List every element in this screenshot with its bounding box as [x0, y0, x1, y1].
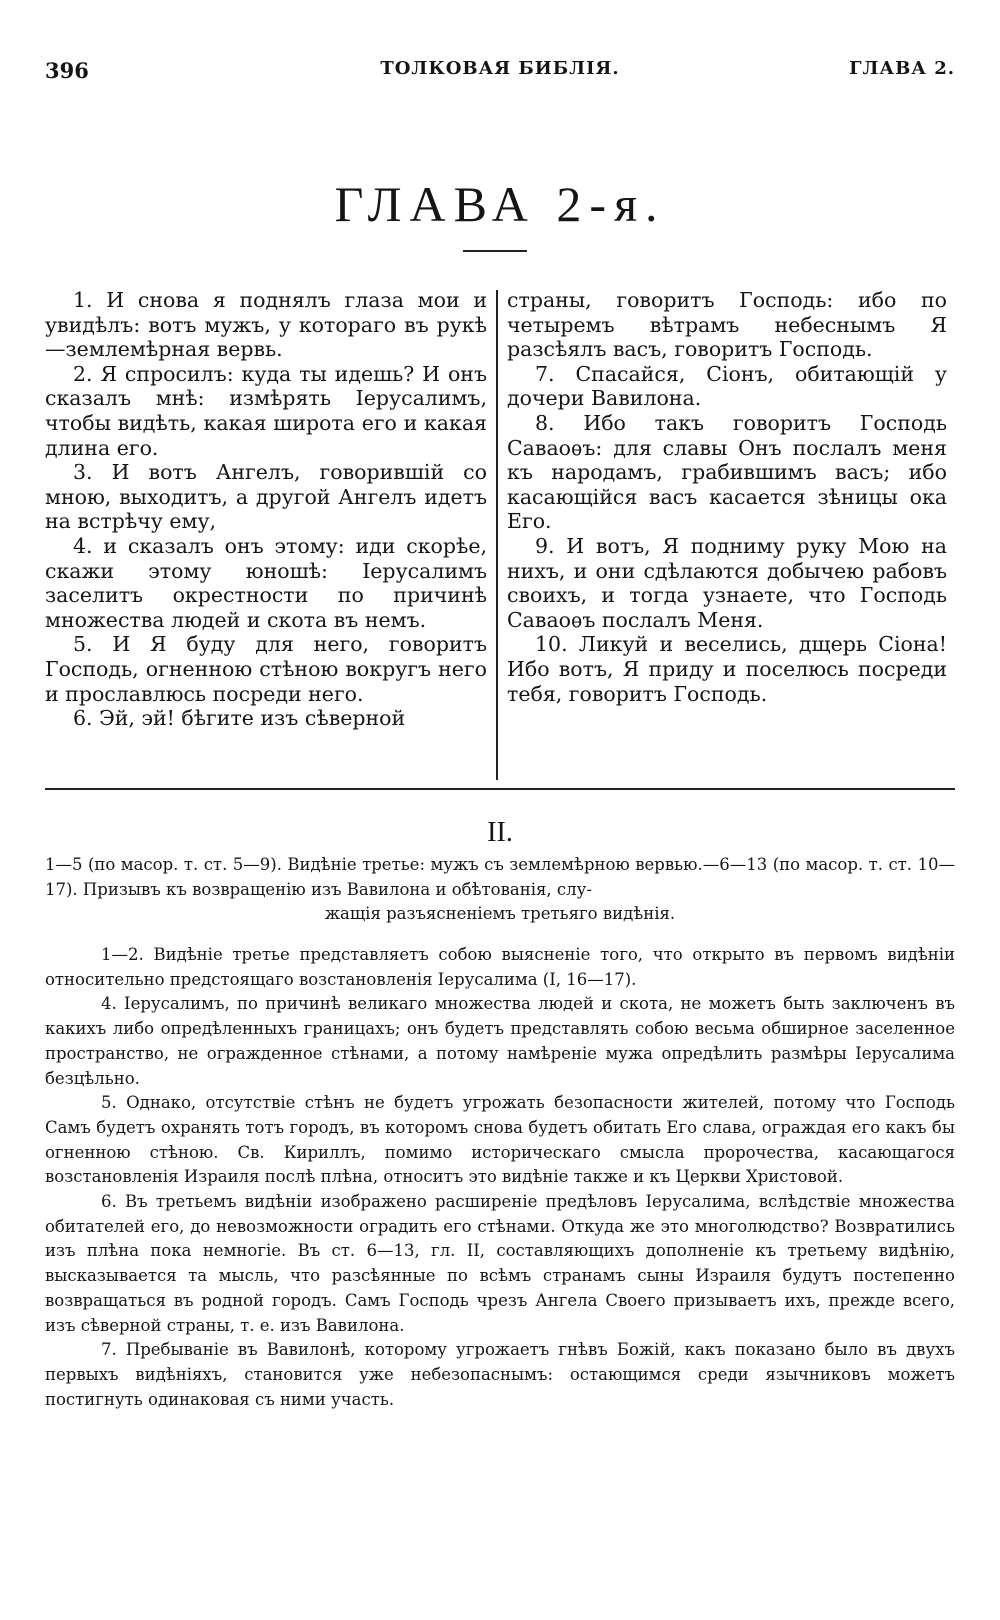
- title-rule: [463, 250, 527, 252]
- commentary-paragraph: 4. Іерусалимъ, по причинѣ великаго множества людей и скота, не можетъ быть заключенъ въ какихъ либо опредѣленныхъ границахъ; онъ будетъ представлять собою весьма обширное заселенное пространство, не огражденное стѣнами, а потому намѣреніе мужа опредѣлить размѣры Іерусалима безцѣльно.: [45, 994, 955, 1088]
- verse-7: 7. Спасайся, Сіонъ, обитающій у дочери Вавилона.: [507, 361, 947, 411]
- verse-5: 5. И Я буду для него, говоритъ Господь, огненною стѣною вокругъ него и прославлюсь посреди него.: [45, 632, 487, 706]
- section-summary: [45, 853, 955, 927]
- commentary-paragraph: 6. Въ третьемъ видѣніи изображено расширеніе предѣловъ Іерусалима, вслѣдствіе множества обитателей его, до невозможности оградить его стѣнами. Откуда же это многолюдство? Возвратились изъ плѣна пока немногіе. Въ ст. 6—13, гл. II, составляющихъ дополненіе къ третьему видѣнію, высказывается та мысль, что разсѣянные по всѣмъ странамъ сыны Израиля будутъ постепенно возвращаться въ родной городъ. Самъ Господь чрезъ Ангела Своего призываетъ ихъ, прежде всего, изъ сѣверной страны, т. е. изъ Вавилона.: [45, 1192, 955, 1335]
- page-number: 396: [45, 58, 89, 83]
- section-number: II.: [487, 817, 513, 848]
- verse-6-start: 6. Эй, эй! бѣгите изъ сѣверной: [73, 706, 406, 731]
- verse-10: 10. Ликуй и веселись, дщерь Сіона! Ибо вотъ, Я приду и поселюсь посреди тебя, говоритъ Господь.: [507, 632, 947, 706]
- column-divider: [496, 290, 498, 780]
- summary-text: 1—5 (по масор. т. ст. 5—9). Видѣніе третье: мужъ съ землемѣрною вервью.—6—13 (по масор. т. ст. 10—17). Призывъ къ возвращенію изъ Вавилона и обѣтованія, слу-: [45, 855, 955, 899]
- commentary-paragraph: 5. Однако, отсутствіе стѣнъ не будетъ угрожать безопасности жителей, потому что Господь Самъ будетъ охранять тотъ городъ, въ которомъ снова будетъ обитать Его слава, ограждая его какъ бы огненною стѣною. Св. Кириллъ, помимо историческаго смысла пророчества, касающагося возстановленія Израиля послѣ плѣна, относитъ это видѣніе также и къ Церкви Христовой.: [45, 1093, 955, 1187]
- header-chapter-label: ГЛАВА 2.: [849, 58, 955, 79]
- verse-3: 3. И вотъ Ангелъ, говорившій со мною, выходитъ, а другой Ангелъ идетъ на встрѣчу ему,: [45, 460, 487, 534]
- verse-1: 1. И снова я поднялъ глаза мои и увидѣлъ: вотъ мужъ, у котораго въ рукѣ—землемѣрная вервь.: [45, 288, 487, 362]
- summary-text-end: жащія разъясненіемъ третьяго видѣнія.: [324, 904, 676, 923]
- verse-9: 9. И вотъ, Я подниму руку Мою на нихъ, и они сдѣлаются добычею рабовъ своихъ, и тогда узнаете, что Господь Саваоѳъ послалъ Меня.: [507, 533, 947, 632]
- section-rule: [45, 788, 955, 790]
- commentary-paragraph: 7. Пребываніе въ Вавилонѣ, которому угрожаетъ гнѣвъ Божій, какъ показано было въ двухъ первыхъ видѣніяхъ, становится уже небезопаснымъ: остающимся среди язычниковъ можетъ постигнуть одинаковая съ ними участь.: [45, 1340, 955, 1409]
- running-header: [45, 58, 955, 92]
- right-text-column: [507, 288, 947, 706]
- commentary: [45, 943, 955, 1412]
- left-text-column: [45, 288, 487, 731]
- commentary-paragraph: 1—2. Видѣніе третье представляетъ собою выясненіе того, что открыто въ первомъ видѣніи относительно предстоящаго возстановленія Іерусалима (I, 16—17).: [45, 945, 955, 989]
- verse-8: 8. Ибо такъ говоритъ Господь Саваоѳъ: для славы Онъ послалъ меня къ народамъ, грабившимъ васъ; ибо касающійся васъ касается зѣницы ока Его.: [507, 410, 947, 534]
- verse-2: 2. Я спросилъ: куда ты идешь? И онъ сказалъ мнѣ: измѣрять Іерусалимъ, чтобы видѣть, какая широта его и какая длина его.: [45, 361, 487, 460]
- header-book-title: ТОЛКОВАЯ БИБЛІЯ.: [380, 58, 620, 79]
- verse-4: 4. и сказалъ онъ этому: иди скорѣе, скажи этому юношѣ: Іерусалимъ заселитъ окрестности по причинѣ множества людей и скота въ немъ.: [45, 533, 487, 632]
- chapter-title: ГЛАВА 2-я.: [334, 176, 666, 232]
- verse-6-end: страны, говоритъ Господь: ибо по четыремъ вѣтрамъ небеснымъ Я разсѣялъ васъ, говоритъ Господь.: [507, 288, 947, 362]
